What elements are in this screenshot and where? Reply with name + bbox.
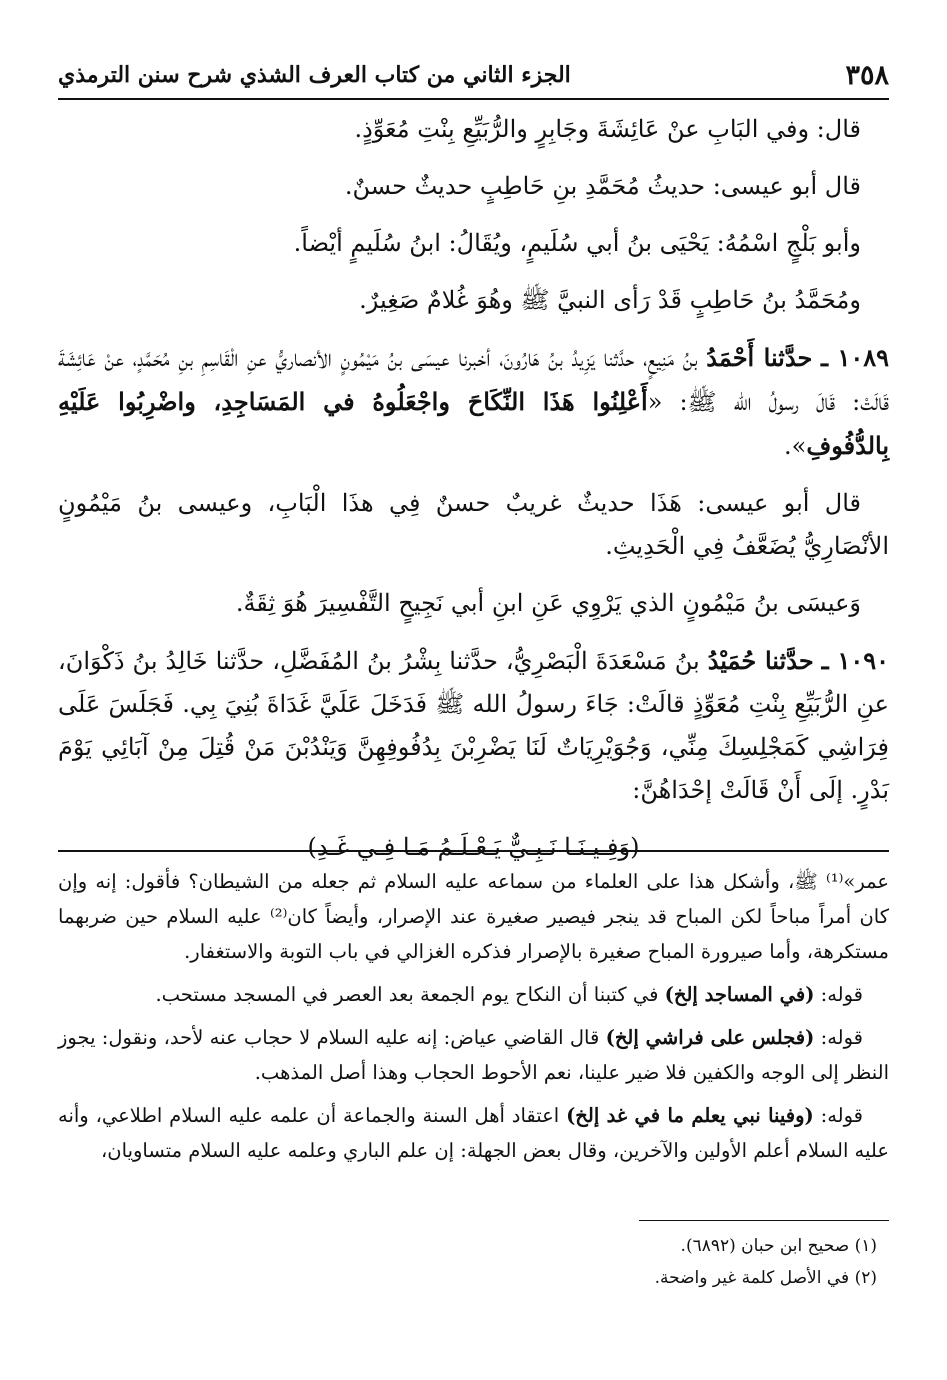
commentary-paragraph xyxy=(58,1098,889,1168)
chain-lead: حدَّثنا حُمَيْدُ xyxy=(707,646,814,675)
hadith-1089 xyxy=(58,336,889,468)
chain-lead: حدَّثنا أَحْمَدُ xyxy=(706,343,813,372)
page-number: ٣٥٨ xyxy=(845,59,889,91)
page-header xyxy=(58,52,889,100)
footnotes xyxy=(58,1230,877,1294)
paragraph: وَعيسَى بنُ مَيْمُونٍ الذي يَرْوِي عَنِ ابنِ أبي نَجِيحٍ التَّفْسِيرَ هُوَ ثِقَةٌ. xyxy=(235,589,861,617)
commentary-paragraph xyxy=(58,1020,889,1090)
paragraph: ومُحَمَّدُ بنُ حَاطِبٍ قَدْ رَأى النبيَّ ﷺ وهُوَ غُلامٌ صَغِيرٌ. xyxy=(359,286,861,314)
paragraph: قال أبو عيسى: حديثُ مُحَمَّدِ بنِ حَاطِبٍ حديثٌ حسنٌ. xyxy=(344,172,861,200)
commentary-label: قوله: xyxy=(814,1026,863,1049)
commentary-label: قوله: xyxy=(814,983,863,1006)
commentary-paragraph xyxy=(58,977,889,1012)
footnote: (٢) في الأصل كلمة غير واضحة. xyxy=(654,1268,877,1288)
paragraph: وأبو بَلْجٍ اسْمُهُ: يَحْيَى بنُ أبي سُلَيمٍ، ويُقَالُ: ابنُ سُلَيمٍ أيْضاً. xyxy=(293,229,861,257)
commentary-text: اعتقاد أهل السنة والجماعة أن علمه عليه السلام اطلاعي، وأنه عليه السلام أعلم الأولين والآخرين، وقال بعض الجهلة: إن علم الباري وعلمه عليه السلام متساويان، xyxy=(58,1104,889,1162)
paragraph: قال أبو عيسى: هَذَا حديثٌ غريبٌ حسنٌ فِي هذَا الْبَابِ، وعيسى بنُ مَيْمُونٍ الأنْصَارِيُّ يُضَعَّفُ فِي الْحَدِيثِ. xyxy=(58,489,889,560)
hadith-text: بنُ مَنِيعٍ، حدَّثنا يَزِيدُ بنُ هَارُونَ، أخبرنا عيسَى بنُ مَيْمُونٍ الأنصاريُّ عنِ الْقَاسِمِ بنِ مُحَمَّدٍ، عنْ عَائِشَةَ قَالَتْ: قَالَ رسولُ الله ﷺ: « xyxy=(58,344,889,416)
commentary-text: قال القاضي عياض: إنه عليه السلام لا حجاب عنه لأحد، ونقول: يجوز النظر إلى الوجه والكفين فلا ضير علينا، نعم الأحوط الحجاب وهذا أصل المذهب. xyxy=(58,1026,889,1084)
paragraph: قال: وفي البَابِ عنْ عَائِشَةَ وجَابِرٍ والرُّبَيِّعِ بِنْتِ مُعَوِّذٍ. xyxy=(354,115,861,143)
hadith-number: ١٠٨٩ ـ xyxy=(821,343,890,372)
hadith-text: بنُ مَسْعَدَةَ الْبَصْرِيُّ، حدَّثنا بِشْرُ بنُ المُفَضَّلِ، حدَّثنا خَالِدُ بنُ ذَكْوَانَ، عنِ الرُّبَيِّعِ بِنْتِ مُعَوِّذٍ قالَتْ: جَاءَ رسولُ الله ﷺ فَدَخَلَ عَلَيَّ غَدَاةَ بُنِيَ بِي. فَجَلَسَ عَلَى فِرَاشِي كَمَجْلِسِكَ مِنِّي، وَجُوَيْرِيَاتٌ لَنَا يَضْرِبْنَ بِدُفُوفِهِنَّ وَيَنْدُبْنَ مَنْ قُتِلَ مِنْ آبَائِي يَوْمَ بَدْرٍ. إلَى أَنْ قَالَتْ إحْدَاهُنَّ: xyxy=(58,647,889,804)
commentary-divider xyxy=(58,850,889,852)
footnote: (١) صحيح ابن حبان (٦٨٩٢). xyxy=(680,1236,877,1256)
commentary xyxy=(58,864,889,1176)
commentary-paragraph: عمر»⁽¹⁾ ﷺ، وأشكل هذا على العلماء من سماعه عليه السلام ثم جعله من الشيطان؟ فأقول: إنه وإن كان أمراً مباحاً لكن المباح قد ينجر فيصير صغيرة عند الإصرار، وأيضاً كان⁽²⁾ عليه السلام حين ضربهما مستكرهة، وأما صيرورة المباح صغيرة بالإصرار فذكره الغزالي في باب التوبة والاستغفار. xyxy=(58,870,889,963)
main-text xyxy=(58,108,889,883)
commentary-term: (في المساجد إلخ) xyxy=(664,983,815,1006)
prophetic-quote: أَعْلِنُوا هَذَا النِّكَاحَ واجْعَلُوهُ في المَسَاجِدِ، واضْرِبُوا عَلَيْهِ بِالدُّفُوفِ xyxy=(58,387,889,460)
running-title: الجزء الثاني من كتاب العرف الشذي شرح سنن الترمذي xyxy=(58,62,571,88)
hadith-1090 xyxy=(58,639,889,812)
commentary-text: في كتبنا أن النكاح يوم الجمعة بعد العصر في المسجد مستحب. xyxy=(155,983,665,1006)
footnote-divider xyxy=(639,1220,889,1221)
commentary-term: (فجلس على فراشي إلخ) xyxy=(605,1026,815,1049)
hadith-number: ١٠٩٠ ـ xyxy=(821,646,889,675)
commentary-term: (وفينا نبي يعلم ما في غد إلخ) xyxy=(566,1104,814,1127)
commentary-label: قوله: xyxy=(813,1104,863,1127)
quote-end: ». xyxy=(784,432,807,460)
verse-line: (وَفِـيـنَـا نَـبِـيٌّ يَـعْـلَـمُ مَـا فِـي غَـدِ) xyxy=(307,833,640,861)
